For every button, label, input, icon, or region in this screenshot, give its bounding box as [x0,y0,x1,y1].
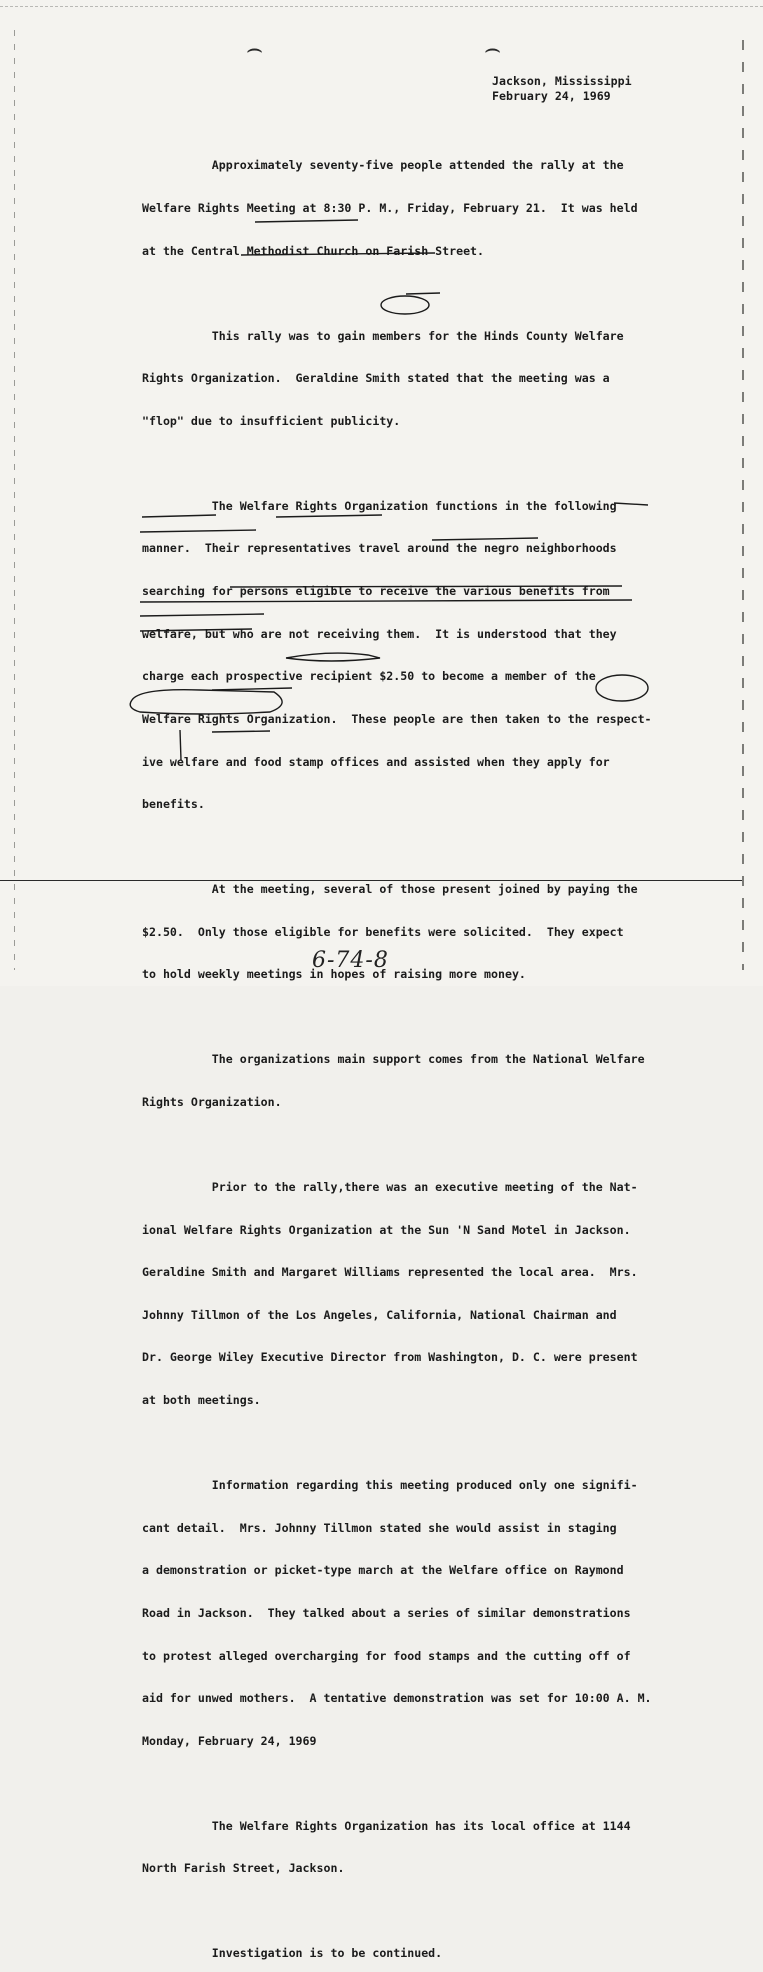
underline-road-in-jackson [140,614,264,616]
paragraph-line: to hold weekly meetings in hopes of raising more money. [142,967,526,982]
paragraph-support [142,1024,652,1138]
paragraph-line: The organizations main support comes from the National Welfare [142,1052,645,1067]
underline-welfare-rights-org [241,253,435,255]
paragraph-line: Rights Organization. [142,1095,282,1109]
paragraph-line: Welfare Rights Organization. These people are then taken to the respect- [142,711,652,726]
paragraph-line: to protest alleged overcharging for food stamps and the cutting off of [142,1648,631,1663]
header-date: February 24, 1969 [492,89,611,103]
underline-demonstration-2 [140,600,632,602]
paragraph-line: charge each prospective recipient $2.50 to become a member of the [142,669,596,684]
paragraph-continued [142,1918,652,1972]
punch-hole-left: ⌢ [246,34,264,64]
paragraph-line: manner. Their representatives travel around the negro neighborhoods [142,541,617,556]
paragraph-local-office [142,1790,652,1904]
paragraph-line: The Welfare Rights Organization has its local office at 1144 [142,1818,631,1833]
paragraph-line: Welfare Rights Meeting at 8:30 P. M., Friday, February 21. It was held [142,201,638,216]
margin-tick [180,730,181,760]
underline-los-angeles [276,515,382,517]
underline-to-protest [140,629,252,631]
paragraph-line: North Farish Street, Jackson. [142,1861,345,1876]
paragraph-line: at the Central Methodist Church on Farish Street. [142,243,485,258]
page-number: 6-74-8 [312,948,389,973]
paragraph-demonstration [142,1450,652,1777]
punch-hole-right: ⌢ [484,34,502,64]
paragraph-line: This rally was to gain members for the Hinds County Welfare [142,328,624,343]
paragraph-line: At the meeting, several of those present joined by paying the [142,882,638,897]
paragraph-line: Geraldine Smith and Margaret Williams represented the local area. Mrs. [142,1265,638,1280]
paragraph-line: a demonstration or picket-type march at the Welfare office on Raymond [142,1563,624,1578]
paragraph-line: at both meetings. [142,1393,261,1408]
circle-1144 [596,675,648,701]
paragraph-line: The Welfare Rights Organization functions in the following [142,498,617,513]
underline-the-welfare [212,688,292,690]
paragraph-line: Rights Organization. Geraldine Smith stated that the meeting was a [142,371,610,386]
paragraph-line: welfare, but who are not receiving them. It is understood that they [142,626,617,641]
paragraph-line: searching for persons eligible to receive the various benefits from [142,584,610,599]
paragraph-line: Johnny Tillmon of the Los Angeles, California, National Chairman and [142,1307,617,1322]
underline-them [406,293,440,294]
paragraph-line: $2.50. Only those eligible for benefits were solicited. They expect [142,924,624,939]
paragraph-executive-meeting [142,1152,652,1436]
underline-investigation [212,731,270,732]
paragraph-line: "flop" due to insufficient publicity. [142,413,401,428]
paragraph-line: benefits. [142,797,205,812]
paragraph-line: cant detail. Mrs. Johnny Tillmon stated she would assist in staging [142,1520,617,1535]
underline-george-wiley [140,530,256,532]
underline-mrs [614,503,648,505]
paragraph-line: Dr. George Wiley Executive Director from Washington, D. C. were present [142,1350,638,1365]
scribble-1969 [286,653,380,661]
paragraph-line: Prior to the rally,there was an executive meeting of the Nat- [142,1180,638,1195]
underline-demonstration-1 [230,586,622,587]
circle-north-farish-street [130,690,282,714]
paragraph-line: Investigation is to be continued. [142,1946,443,1961]
underline-washington [432,538,538,540]
paragraph-line: ional Welfare Rights Organization at the Sun 'N Sand Motel in Jackson. [142,1222,631,1237]
paragraph-line: Approximately seventy-five people attended the rally at the [142,158,624,173]
page-bottom-rule [0,880,742,881]
underline-tillmon [142,515,216,517]
paragraph-line: ive welfare and food stamp offices and assisted when they apply for [142,754,610,769]
paragraph-line: Road in Jackson. They talked about a series of similar demonstrations [142,1605,631,1620]
paragraph-line: Information regarding this meeting produced only one signifi- [142,1478,638,1493]
underline-insufficient-publicity [255,220,358,222]
circle-2-50 [381,296,429,314]
paragraph-line: Monday, February 24, 1969 [142,1733,317,1748]
header-location: Jackson, Mississippi [492,74,632,88]
paragraph-line: aid for unwed mothers. A tentative demonstration was set for 10:00 A. M. [142,1691,652,1706]
